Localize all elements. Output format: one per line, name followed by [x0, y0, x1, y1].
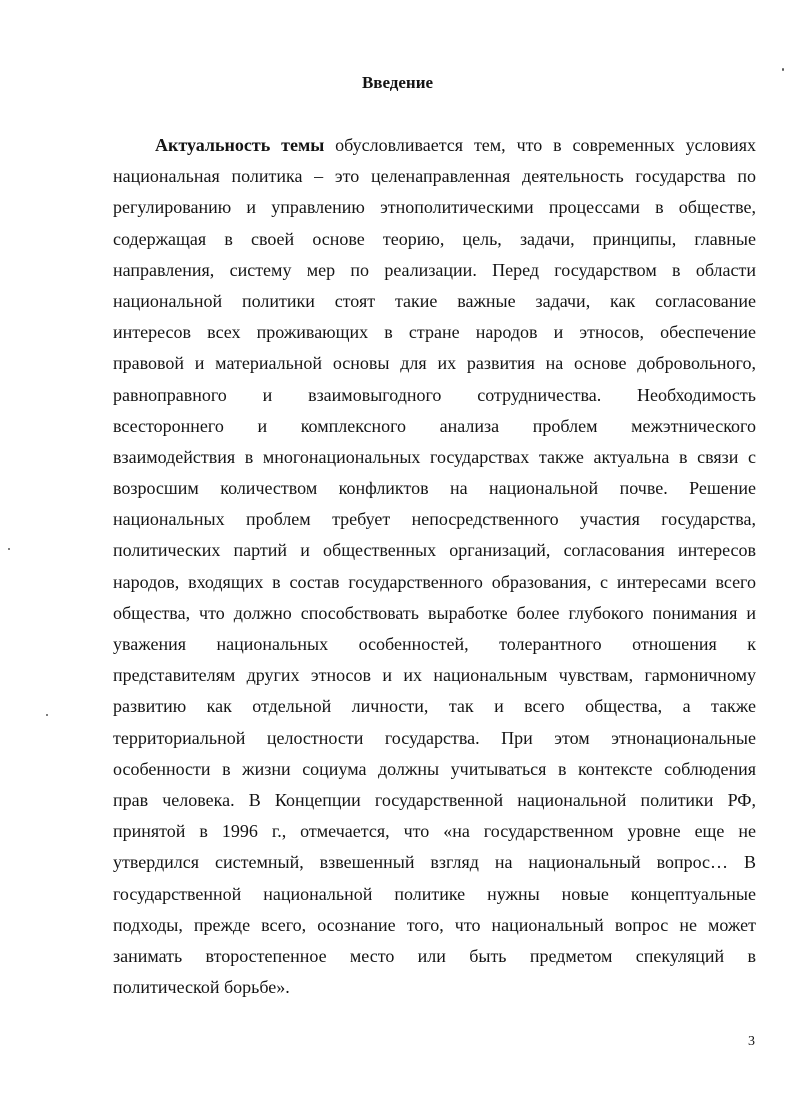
paragraph-line: прав человека. В Концепции государственной национальной политики РФ,: [113, 789, 756, 810]
paragraph-line: территориальной целостности государства. При этом этнонациональные: [113, 727, 756, 748]
paragraph-line: возросшим количеством конфликтов на национальной почве. Решение: [113, 478, 756, 499]
paragraph-line: регулированию и управлению этнополитическими процессами в обществе,: [113, 197, 756, 218]
paragraph-line: государственной национальной политике нужны новые концептуальные: [113, 883, 756, 904]
paragraph-line: особенности в жизни социума должны учитываться в контексте соблюдения: [113, 758, 756, 779]
paragraph-line: занимать второстепенное место или быть предметом спекуляций в: [113, 945, 756, 966]
scan-speck: [782, 68, 784, 71]
page-heading: Введение: [361, 73, 434, 92]
paragraph-line: правовой и материальной основы для их развития на основе добровольного,: [113, 353, 756, 374]
paragraph-line: всестороннего и комплексного анализа проблем межэтнического: [113, 415, 756, 436]
paragraph-line: взаимодействия в многонациональных государствах также актуальна в связи с: [113, 446, 756, 467]
paragraph-line-1: [113, 130, 756, 161]
body-paragraph: [113, 130, 756, 1003]
paragraph-line: политических партий и общественных организаций, согласования интересов: [113, 540, 756, 561]
paragraph-line: национальная политика – это целенаправленная деятельность государства по: [113, 166, 756, 187]
paragraph-line: уважения национальных особенностей, толерантного отношения к: [113, 634, 756, 654]
paragraph-line: развитию как отдельной личности, так и всего общества, а также: [113, 696, 756, 717]
paragraph-line: национальной политики стоят такие важные задачи, как согласование: [113, 290, 756, 311]
paragraph-line: подходы, прежде всего, осознание того, что национальный вопрос не может: [113, 914, 756, 935]
paragraph-line: утвердился системный, взвешенный взгляд на национальный вопрос… В: [113, 852, 756, 873]
paragraph-line: представителям других этносов и их национальным чувствам, гармоничному: [113, 665, 756, 686]
paragraph-line: принятой в 1996 г., отмечается, что «на государственном уровне еще не: [113, 821, 756, 842]
topic-lead: Актуальность темы: [155, 135, 325, 155]
paragraph-line: содержащая в своей основе теорию, цель, задачи, принципы, главные: [113, 228, 756, 249]
scan-speck: [8, 548, 10, 550]
paragraph-line: равноправного и взаимовыгодного сотрудничества. Необходимость: [113, 384, 756, 405]
scan-speck: [46, 714, 48, 716]
paragraph-last-line: политической борьбе».: [113, 977, 290, 998]
paragraph-line: интересов всех проживающих в стране народов и этносов, обеспечение: [113, 322, 756, 343]
paragraph-line: народов, входящих в состав государственного образования, с интересами всего: [113, 571, 756, 592]
first-line-rest: обусловливается тем, что в современных условиях: [324, 135, 756, 155]
paragraph-line: общества, что должно способствовать выработке более глубокого понимания и: [113, 602, 756, 623]
paragraph-line: направления, систему мер по реализации. Перед государством в области: [113, 259, 756, 280]
page-number: 3: [748, 1034, 755, 1049]
paragraph-line: национальных проблем требует непосредственного участия государства,: [113, 509, 756, 530]
